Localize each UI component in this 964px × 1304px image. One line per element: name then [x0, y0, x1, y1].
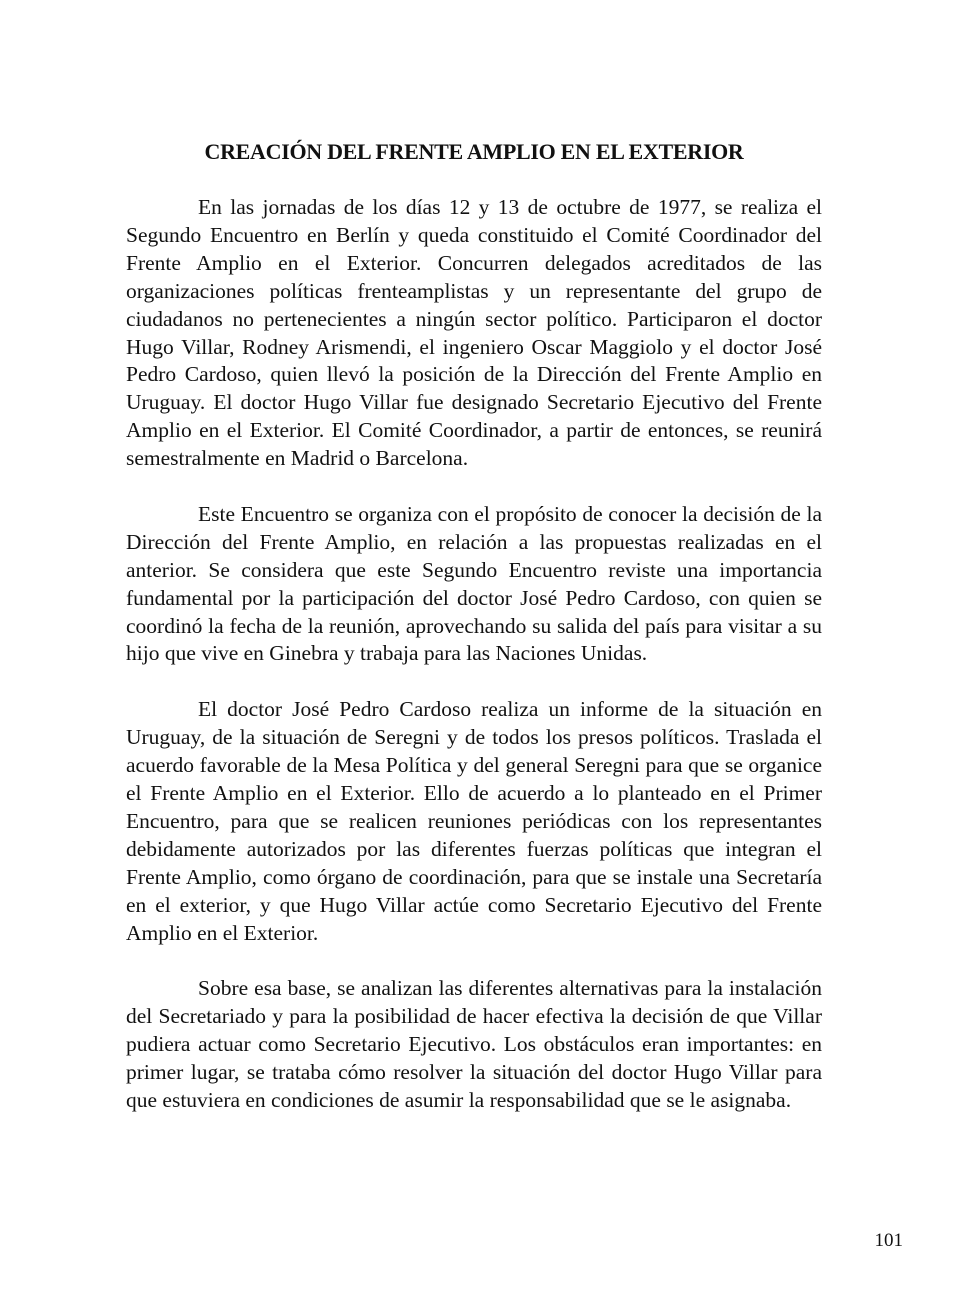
paragraph: Este Encuentro se organiza con el propósito de conocer la decisión de la Dirección del Frente Amplio, en relación a las propuestas realizadas en el anterior. Se considera que este Segundo Encuentro reviste una importancia fundamental por la participación del doctor José Pedro Cardoso, con quien se coordinó la fecha de la reunión, aprovechando su salida del país para visitar a su hijo que vive en Ginebra y trabaja para las Naciones Unidas. — [126, 501, 822, 666]
paragraph: El doctor José Pedro Cardoso realiza un informe de la situación en Uruguay, de la situación de Seregni y de todos los presos políticos. Traslada el acuerdo favorable de la Mesa Política y del general Seregni para que se organice el Frente Amplio en el Exterior. Ello de acuerdo a lo planteado en el Primer Encuentro, para que se realicen reuniones periódicas con los representantes debidamente autorizados por las diferentes fuerzas políticas que integran el Frente Amplio, como órgano de coordinación, para que se instale una Secretaría en el exterior, y que Hugo Villar actúe como Secretario Ejecutivo del Frente Amplio en el Exterior. — [126, 697, 822, 945]
paragraph: Sobre esa base, se analizan las diferentes alternativas para la instalación del Secretariado y para la posibilidad de hacer efectiva la decisión de que Villar pudiera actuar como Secretario Ejecutivo. Los obstáculos eran importantes: en primer lugar, se trataba cómo resolver la situación del doctor Hugo Villar para que estuviera en condiciones de asumir la responsabilidad que se le asignaba. — [126, 976, 822, 1112]
page-number: 101 — [874, 1230, 903, 1251]
paragraph: En las jornadas de los días 12 y 13 de octubre de 1977, se realiza el Segundo Encuentro en Berlín y queda constituido el Comité Coordinador del Frente Amplio en el Exterior. Concurren delegados acreditados de las organizaciones políticas frenteamplistas y un representante del grupo de ciudadanos no pertenecientes a ningún sector político. Participaron el doctor Hugo Villar, Rodney Arismendi, el ingeniero Oscar Maggiolo y el doctor José Pedro Cardoso, quien llevó la posición de la Dirección del Frente Amplio en Uruguay. El doctor Hugo Villar fue designado Secretario Ejecutivo del Frente Amplio en el Exterior. El Comité Coordinador, a partir de entonces, se reunirá semestralmente en Madrid o Barcelona. — [126, 195, 822, 471]
section-title: CREACIÓN DEL FRENTE AMPLIO EN EL EXTERIOR — [204, 139, 744, 164]
body-text — [126, 194, 822, 1143]
